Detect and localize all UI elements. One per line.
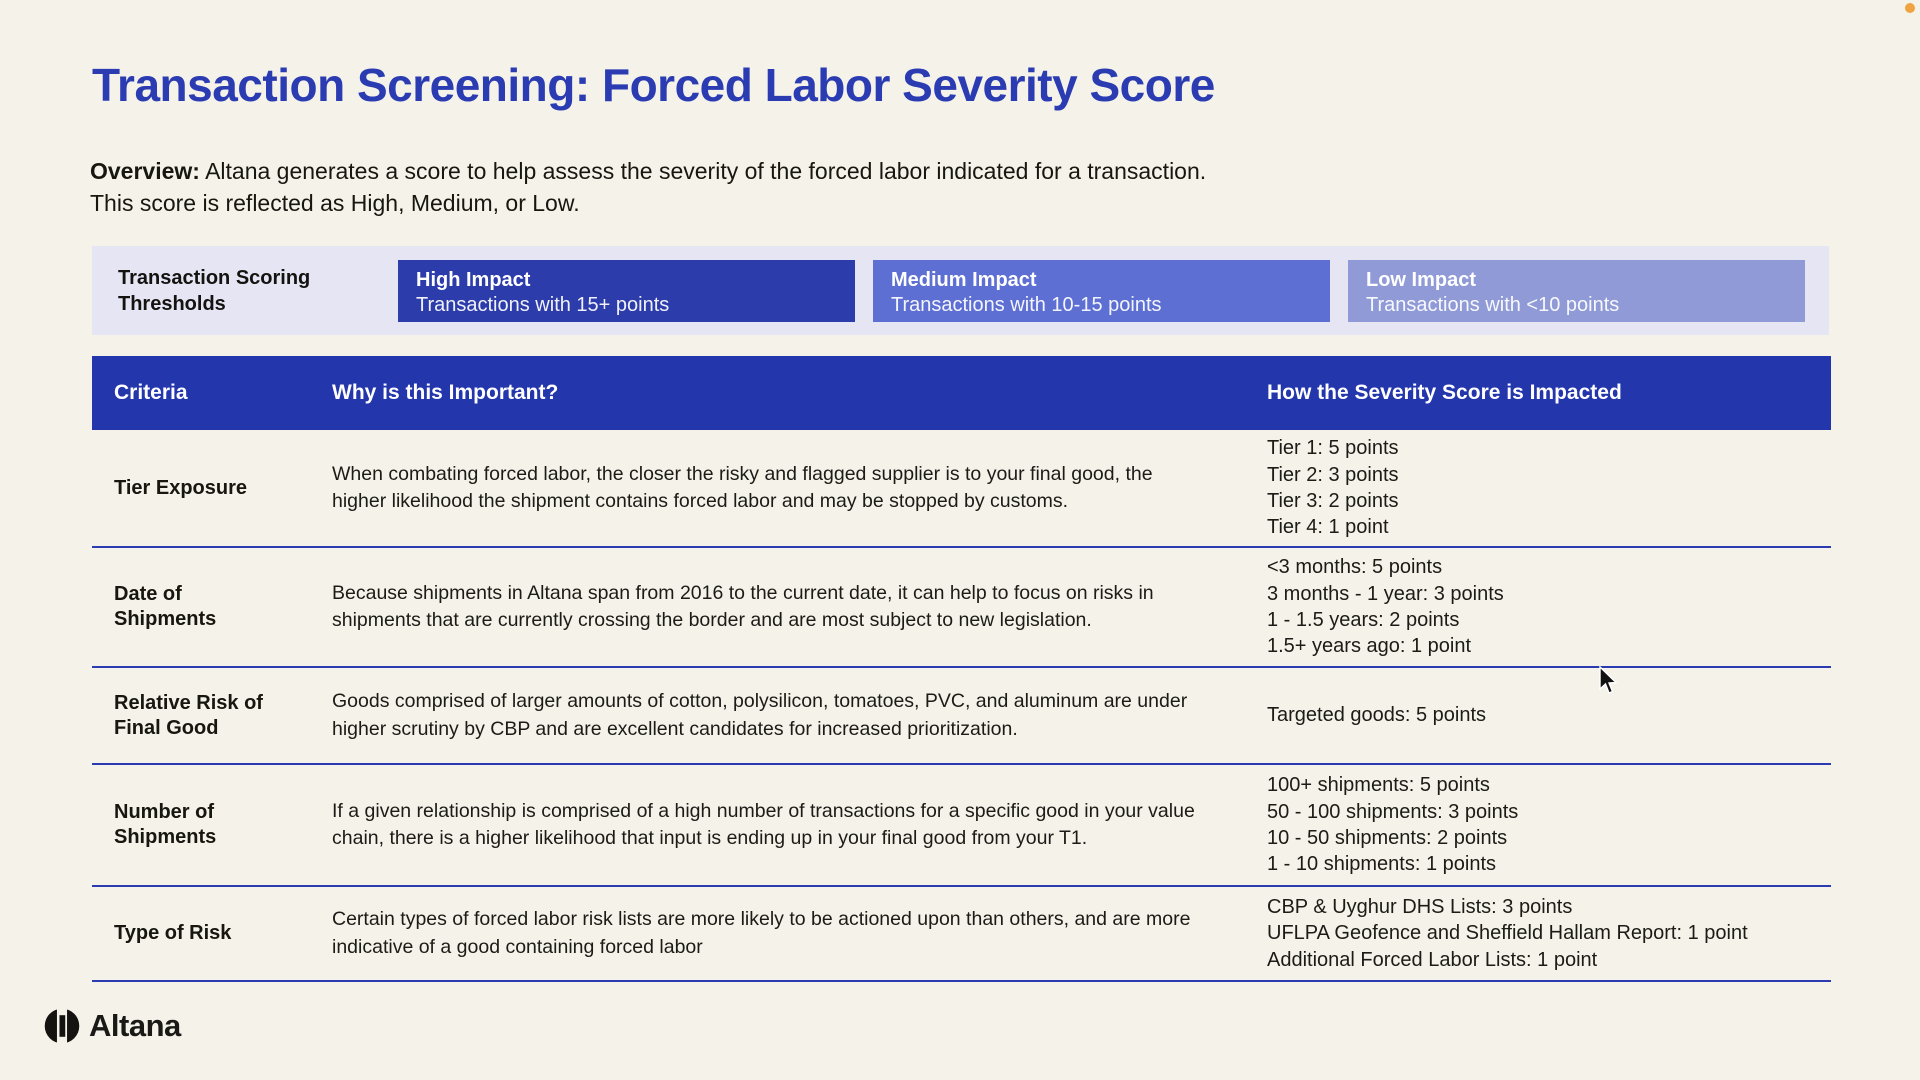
- impact-cell: [1267, 772, 1831, 878]
- high-impact-box: [398, 260, 855, 322]
- impact-line: CBP & Uyghur DHS Lists: 3 points: [1267, 895, 1573, 918]
- criteria-cell: Number of Shipments: [114, 801, 217, 848]
- medium-impact-box: [873, 260, 1330, 322]
- overview-line1-text: Altana generates a score to help assess the severity of the forced labor indicated for a transaction.: [199, 158, 1207, 184]
- altana-logo-icon: [44, 1008, 80, 1044]
- impact-line: 3 months - 1 year: 3 points: [1267, 582, 1504, 605]
- criteria-cell: Type of Risk: [114, 922, 232, 944]
- severity-score-table: [92, 356, 1831, 982]
- impact-cell: [1267, 554, 1831, 660]
- altana-logo-text: Altana: [89, 1008, 181, 1043]
- high-impact-subtitle: Transactions with 15+ points: [416, 293, 670, 316]
- criteria-cell: Tier Exposure: [114, 476, 248, 499]
- altana-logo: [44, 1008, 181, 1044]
- impact-line: Tier 1: 5 points: [1267, 437, 1399, 460]
- low-impact-title: Low Impact: [1366, 268, 1477, 291]
- impact-line: Tier 3: 2 points: [1267, 490, 1399, 512]
- header-score-impact: How the Severity Score is Impacted: [1267, 381, 1622, 404]
- why-cell: Certain types of forced labor risk lists are more likely to be actioned upon than others, and are more indicative of a good containing forced labor: [332, 908, 1191, 958]
- criteria-cell: Relative Risk of Final Good: [114, 691, 263, 739]
- impact-line: Targeted goods: 5 points: [1267, 704, 1487, 727]
- why-cell: Because shipments in Altana span from 2016 to the current date, it can help to focus on risks in shipments that are currently crossing the border and are most subject to new legislation.: [332, 581, 1154, 631]
- low-impact-subtitle: Transactions with <10 points: [1366, 293, 1620, 316]
- table-row: [92, 887, 1831, 982]
- why-cell: Goods comprised of larger amounts of cotton, polysilicon, tomatoes, PVC, and aluminum are under higher scrutiny by CBP and are excellent candidates for increased prioritization.: [332, 690, 1188, 740]
- table-header-row: [92, 356, 1831, 430]
- impact-line: UFLPA Geofence and Sheffield Hallam Report: 1 point: [1267, 922, 1748, 945]
- overview-text: [90, 156, 1206, 219]
- table-row: [92, 548, 1831, 668]
- medium-impact-title: Medium Impact: [891, 268, 1037, 291]
- overview-line1: [90, 156, 1206, 188]
- scoring-thresholds-band: [92, 246, 1829, 335]
- header-criteria: Criteria: [114, 381, 188, 404]
- header-why-important: Why is this Important?: [332, 381, 559, 404]
- why-cell: When combating forced labor, the closer the risky and flagged supplier is to your final good, the higher likelihood the shipment contains forced labor and may be stopped by customs.: [332, 462, 1153, 512]
- impact-line: 50 - 100 shipments: 3 points: [1267, 800, 1519, 823]
- mouse-cursor: [1598, 666, 1620, 696]
- thresholds-label-line2: Thresholds: [118, 292, 226, 315]
- table-row: [92, 430, 1831, 548]
- impact-line: Tier 2: 3 points: [1267, 463, 1399, 486]
- impact-line: 10 - 50 shipments: 2 points: [1267, 827, 1508, 849]
- impact-line: <3 months: 5 points: [1267, 556, 1443, 579]
- impact-line: 1 - 10 shipments: 1 points: [1267, 853, 1497, 876]
- overview-line2: This score is reflected as High, Medium, or Low.: [90, 189, 580, 216]
- impact-line: Additional Forced Labor Lists: 1 point: [1267, 948, 1598, 971]
- impact-line: 1 - 1.5 years: 2 points: [1267, 609, 1460, 631]
- thresholds-label-line1: Transaction Scoring: [118, 266, 311, 289]
- overview-label: Overview:: [90, 158, 200, 184]
- impact-line: 1.5+ years ago: 1 point: [1267, 635, 1472, 658]
- table-row: [92, 668, 1831, 765]
- medium-impact-subtitle: Transactions with 10-15 points: [891, 293, 1162, 316]
- page-title: Transaction Screening: Forced Labor Severity Score: [92, 59, 1215, 111]
- high-impact-title: High Impact: [416, 268, 531, 291]
- criteria-cell: Date of Shipments: [114, 583, 217, 630]
- table-row: [92, 765, 1831, 887]
- impact-line: Tier 4: 1 point: [1267, 516, 1389, 539]
- low-impact-box: [1348, 260, 1805, 322]
- thresholds-label: [92, 265, 398, 317]
- impact-cell: [1267, 435, 1831, 541]
- impact-cell: [1267, 702, 1831, 728]
- impact-cell: [1267, 894, 1831, 973]
- why-cell: If a given relationship is comprised of a high number of transactions for a specific good in your value chain, there is a higher likelihood that input is ending up in your final good from your T1.: [332, 799, 1195, 849]
- corner-dot: [1905, 3, 1915, 13]
- impact-line: 100+ shipments: 5 points: [1267, 774, 1490, 797]
